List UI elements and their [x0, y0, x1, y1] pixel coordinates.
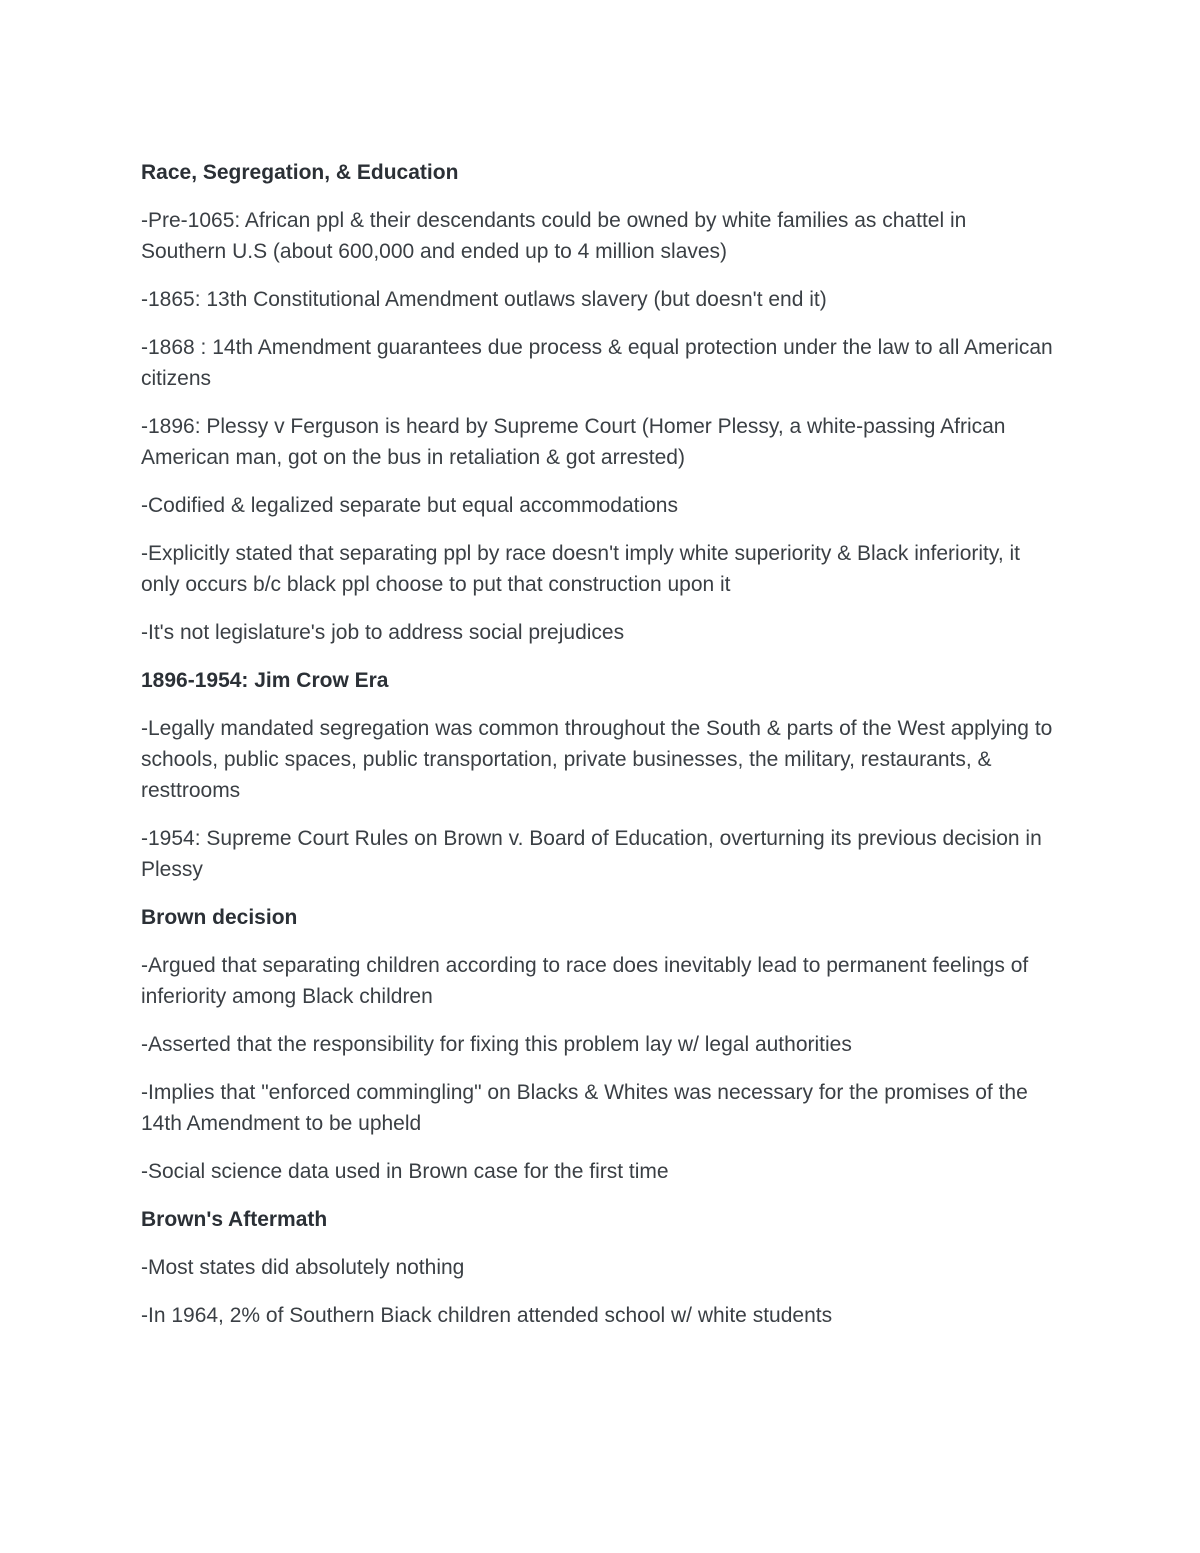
section-heading: Race, Segregation, & Education	[141, 161, 459, 184]
paragraph: -1865: 13th Constitutional Amendment outlaws slavery (but doesn't end it)	[141, 288, 827, 311]
paragraph: -It's not legislature's job to address social prejudices	[141, 621, 625, 644]
paragraph: -Legally mandated segregation was common throughout the South & parts of the West applying to schools, public spaces, public transportation, private businesses, the military, restaurants, & resttrooms	[141, 717, 1053, 802]
section-heading: 1896-1954: Jim Crow Era	[141, 669, 389, 692]
paragraph: -Asserted that the responsibility for fixing this problem lay w/ legal authorities	[141, 1033, 852, 1056]
paragraph: -Argued that separating children according to race does inevitably lead to permanent feelings of inferiority among Black children	[141, 954, 1029, 1008]
paragraph: -Pre-1065: African ppl & their descendants could be owned by white families as chattel in Southern U.S (about 600,000 and ended up to 4 million slaves)	[141, 209, 967, 263]
paragraph: -Most states did absolutely nothing	[141, 1256, 465, 1279]
section-brown-decision	[141, 902, 1056, 1187]
section-heading: Brown decision	[141, 906, 298, 929]
paragraph: -Explicitly stated that separating ppl by race doesn't imply white superiority & Black inferiority, it only occurs b/c black ppl choose to put that construction upon it	[141, 542, 1020, 596]
paragraph: -1954: Supreme Court Rules on Brown v. Board of Education, overturning its previous decision in Plessy	[141, 827, 1042, 881]
document-page	[141, 157, 1056, 1348]
section-heading: Brown's Aftermath	[141, 1208, 328, 1231]
section-race-segregation	[141, 157, 1056, 648]
paragraph: -Implies that "enforced commingling" on Blacks & Whites was necessary for the promises of the 14th Amendment to be upheld	[141, 1081, 1028, 1135]
section-browns-aftermath	[141, 1204, 1056, 1331]
section-jim-crow	[141, 665, 1056, 885]
paragraph: -1896: Plessy v Ferguson is heard by Supreme Court (Homer Plessy, a white-passing African American man, got on the bus in retaliation & got arrested)	[141, 415, 1006, 469]
paragraph: -Codified & legalized separate but equal accommodations	[141, 494, 678, 517]
paragraph: -Social science data used in Brown case for the first time	[141, 1160, 669, 1183]
paragraph: -1868 : 14th Amendment guarantees due process & equal protection under the law to all American citizens	[141, 336, 1053, 390]
paragraph: -In 1964, 2% of Southern Biack children attended school w/ white students	[141, 1304, 833, 1327]
